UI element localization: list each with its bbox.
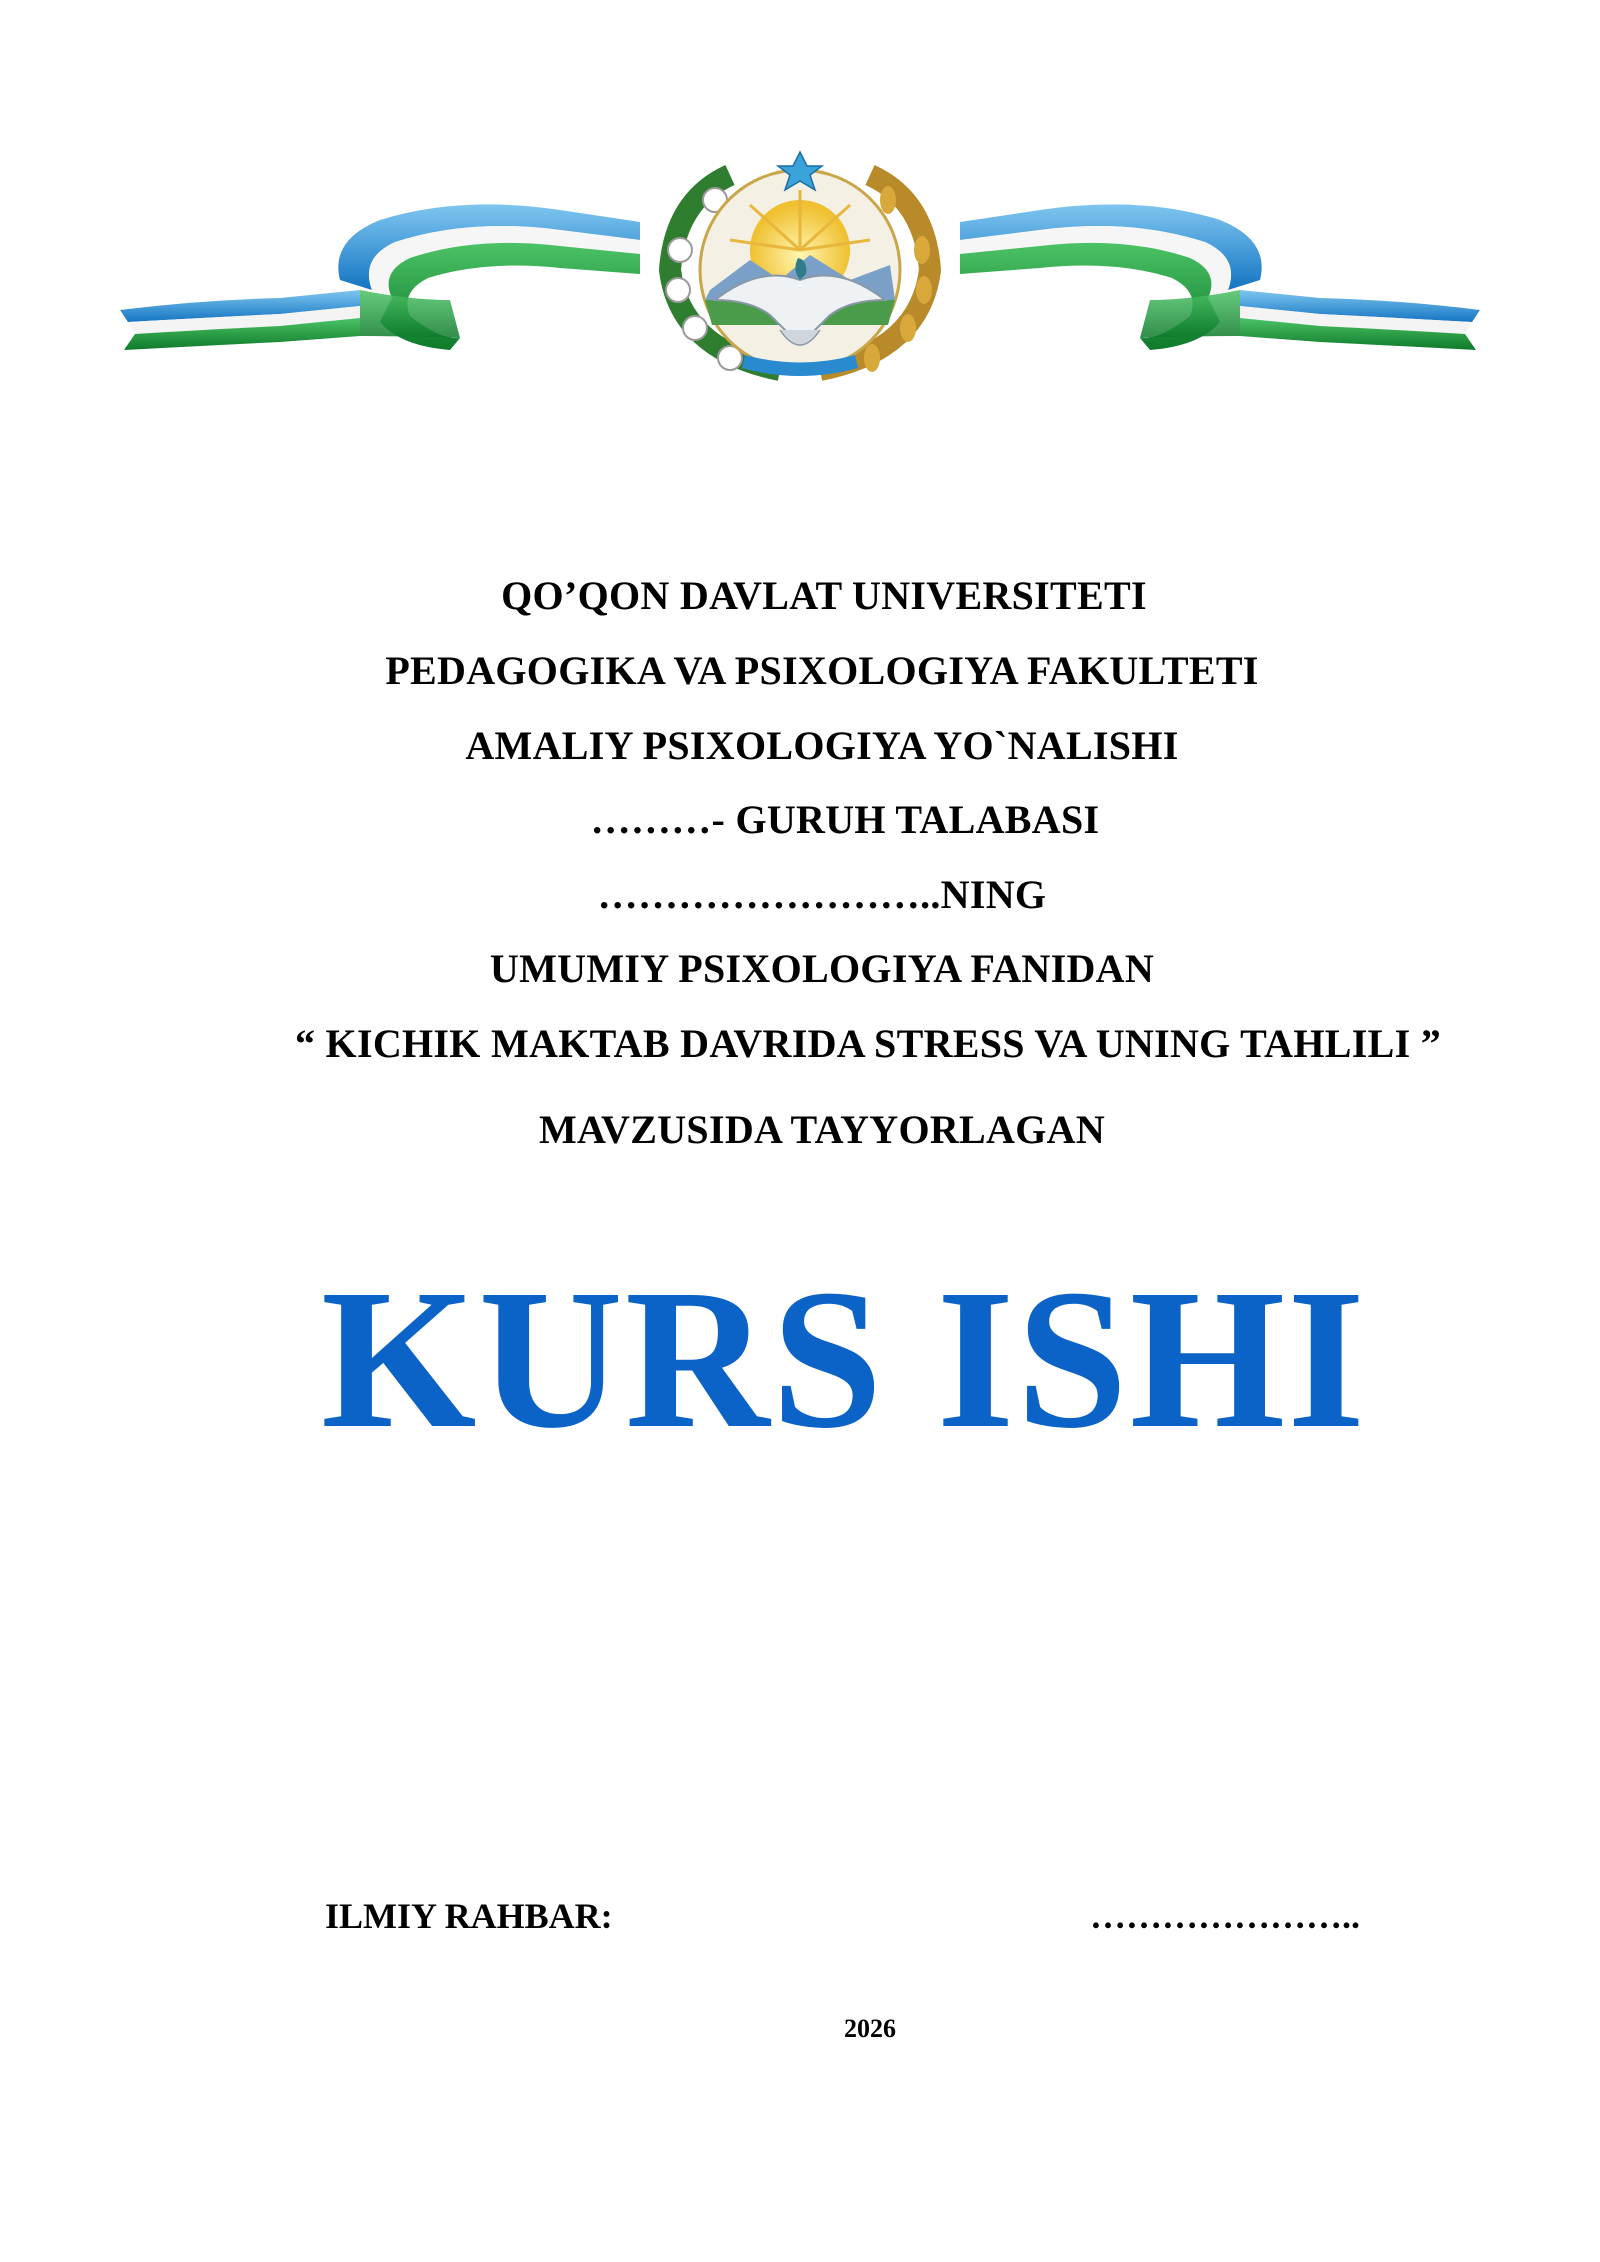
document-title: KURS ISHI: [320, 1249, 1368, 1470]
state-emblem-banner: [110, 150, 1490, 390]
topic-title: “ KICHIK MAKTAB DAVRIDA STRESS VA UNING TAHLILI ”: [294, 1021, 1442, 1066]
faculty-name: PEDAGOGIKA VA PSIXOLOGIYA FAKULTETI: [385, 648, 1259, 693]
uzbekistan-state-emblem-icon: [666, 152, 932, 376]
direction-name: AMALIY PSIXOLOGIYA YO`NALISHI: [465, 723, 1179, 768]
student-name-placeholder: ……………………..NING: [597, 872, 1047, 917]
flag-ribbon-right: [960, 204, 1480, 350]
advisor-label: ILMIY RAHBAR:: [325, 1896, 613, 1936]
prepared-label: MAVZUSIDA TAYYORLAGAN: [538, 1107, 1106, 1152]
flag-ribbon-left: [120, 204, 640, 350]
advisor-placeholder: …………………..: [1090, 1896, 1360, 1936]
year: 2026: [844, 2014, 896, 2043]
subject-name: UMUMIY PSIXOLOGIYA FANIDAN: [489, 946, 1155, 991]
university-name: QO’QON DAVLAT UNIVERSITETI: [501, 573, 1147, 618]
group-student: ………- GURUH TALABASI: [590, 797, 1100, 842]
